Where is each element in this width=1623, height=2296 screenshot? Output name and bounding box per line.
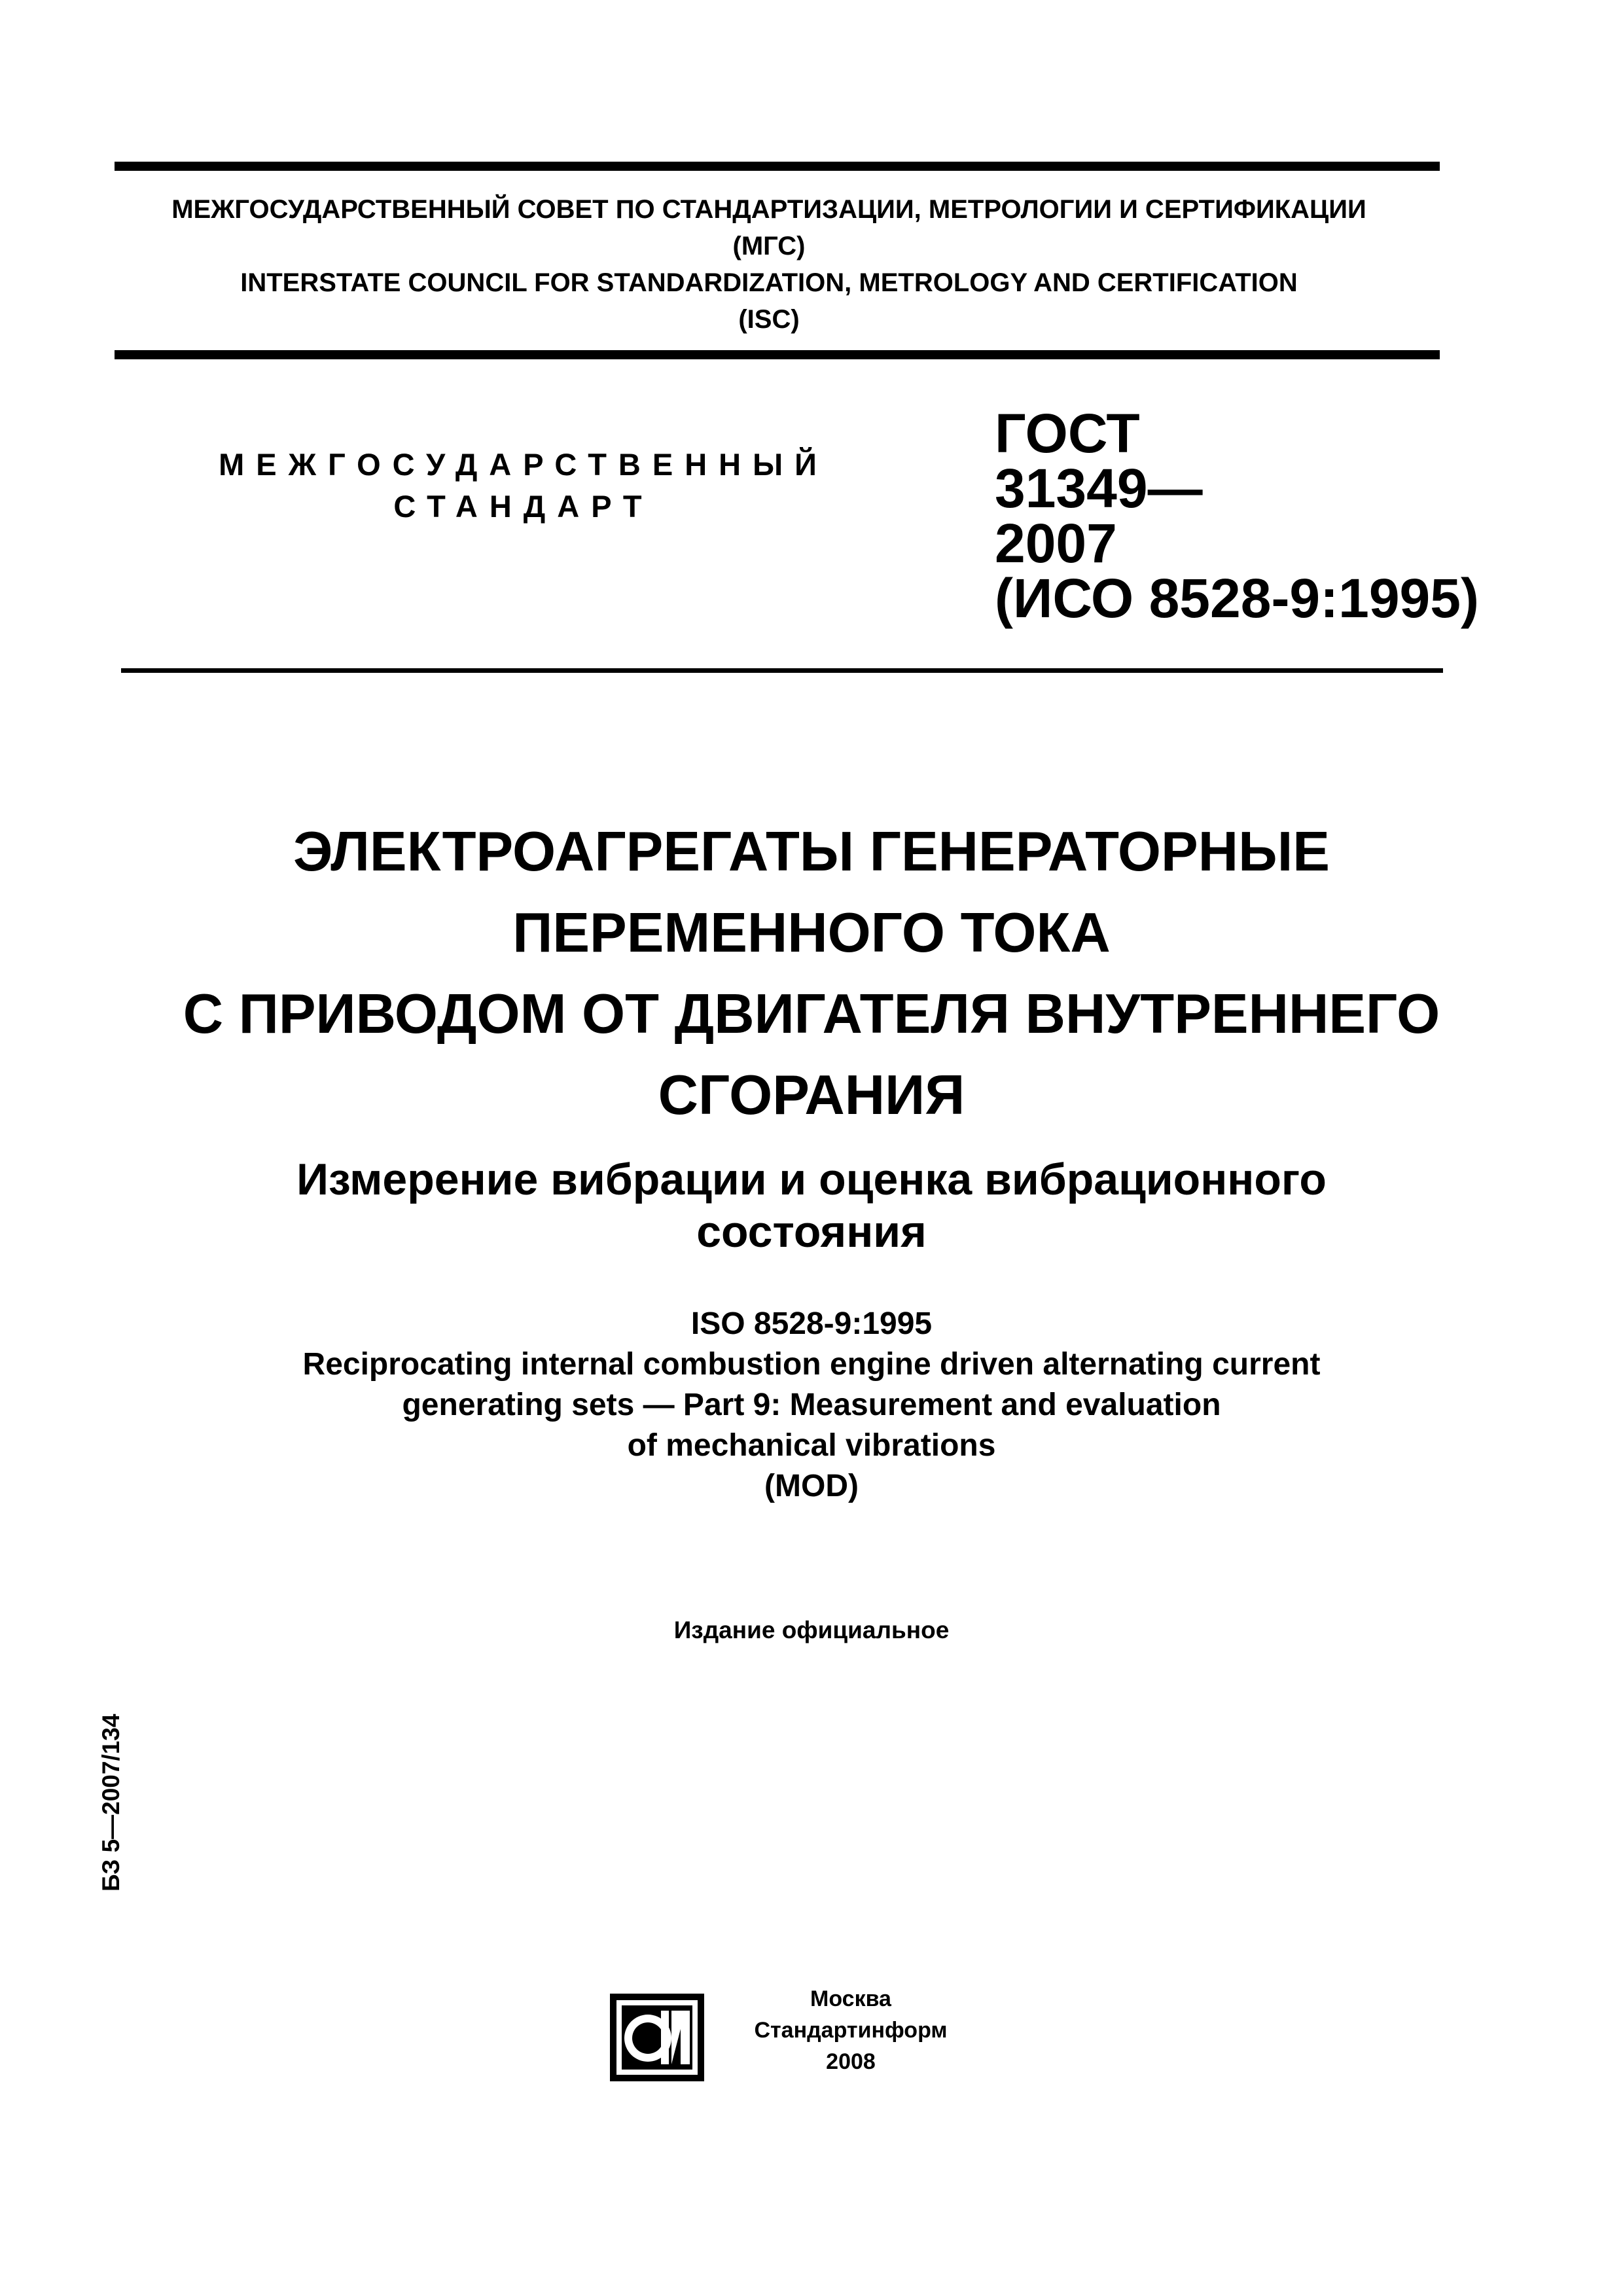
council-bottom-rule <box>115 350 1440 359</box>
title-line4: СГОРАНИЯ <box>658 1064 965 1126</box>
council-ru-line1: МЕЖГОСУДАРСТВЕННЫЙ СОВЕТ ПО СТАНДАРТИЗАЦИИ, МЕТРОЛОГИИ И СЕРТИФИКАЦИИ <box>171 195 1366 224</box>
title-line1: ЭЛЕКТРОАГРЕГАТЫ ГЕНЕРАТОРНЫЕ <box>293 821 1330 883</box>
publisher-block <box>733 1983 969 2077</box>
iso-line2: Reciprocating internal combustion engine driven alternating current <box>302 1347 1321 1382</box>
standard-type <box>196 444 851 528</box>
council-block <box>115 191 1423 338</box>
publisher-city: Москва <box>810 1986 891 2011</box>
standard-designation <box>995 403 1492 629</box>
subtitle-line2: состояния <box>696 1207 927 1257</box>
spine-code: БЗ 5—2007/134 <box>98 1713 124 1892</box>
document-title <box>79 812 1544 1136</box>
designation-rule <box>121 668 1443 673</box>
iso-line1: ISO 8528-9:1995 <box>690 1306 933 1341</box>
council-en-line2: (ISC) <box>738 305 800 334</box>
top-rule <box>115 162 1440 171</box>
subtitle-line1: Измерение вибрации и оценка вибрационного <box>296 1155 1327 1204</box>
designation-line2: 31349— <box>995 457 1203 519</box>
title-line3: С ПРИВОДОМ ОТ ДВИГАТЕЛЯ ВНУТРЕННЕГО <box>183 983 1440 1045</box>
document-subtitle <box>98 1153 1525 1258</box>
iso-line5: (MOD) <box>764 1469 859 1503</box>
publisher-year: 2008 <box>826 2049 876 2074</box>
council-en-line1: INTERSTATE COUNCIL FOR STANDARDIZATION, METROLOGY AND CERTIFICATION <box>240 268 1298 297</box>
standard-type-line1: МЕЖГОСУДАРСТВЕННЫЙ <box>219 447 829 482</box>
iso-line4: of mechanical vibrations <box>627 1428 996 1463</box>
designation-line3: 2007 <box>995 512 1117 574</box>
title-line2: ПЕРЕМЕННОГО ТОКА <box>512 902 1111 964</box>
iso-reference <box>98 1304 1525 1507</box>
standartinform-logo-icon <box>607 1991 707 2084</box>
iso-line3: generating sets — Part 9: Measurement and evaluation <box>402 1388 1221 1422</box>
designation-line1: ГОСТ <box>995 403 1140 464</box>
edition-label: Издание официальное <box>673 1617 950 1643</box>
standard-type-line2: СТАНДАРТ <box>393 489 654 524</box>
council-ru-line2: (МГС) <box>732 232 806 260</box>
designation-line4: (ИСО 8528-9:1995) <box>995 567 1479 629</box>
publisher-name: Стандартинформ <box>754 2018 948 2043</box>
